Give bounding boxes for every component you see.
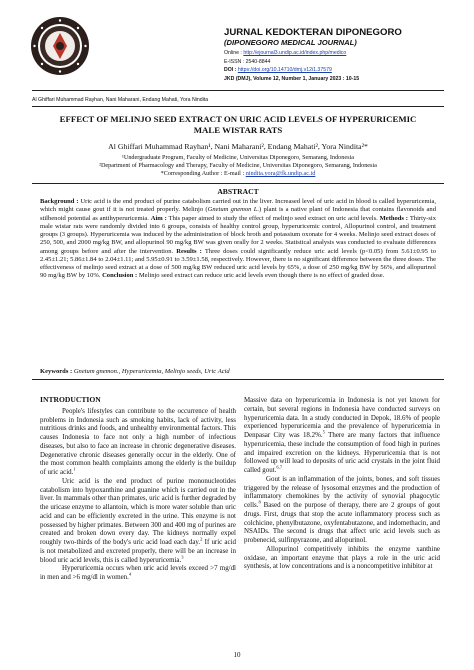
journal-header [224, 27, 464, 83]
intro-paragraph-2: Uric acid is the end product of purine mononucleotides catabolism into hypoxanthine and guanine which is carried out in the liver. In mammals other than primates, uric acid is further degraded by the uricase enzyme to allantoin, which is more water soluble than uric acid and can be efficiently excreted in the urine. This enzyme is not possessed by higher primates. Between 300 and 400 mg of purines are created and broken down every day. The kidneys normally expel roughly two-thirds of the body's uric acid load each day.$^2$ If uric acid is not metabolized and excreted properly, there will be an increase in blood uric acid levels, this is called hyperuricemia.$^3$ [40, 476, 236, 564]
right-column [244, 396, 440, 571]
right-paragraph-1: Massive data on hyperuricemia in Indonesia is not yet known for certain, but several regions in Indonesia have conducted surveys on hyperuricemia data. In a study conducted in Depok, 18.6% of people experienced hyperuricemia and the prevalence of hyperuricemia in Denpasar City was 18.2%.$^5$ There are many factors that influence hyperuricemia, these include the consumption of food high in purines and impaired excretion on the kidneys. Hyperuricemia that is not followed up will lead to deposits of uric acid crystals in the joint fluid called gout.$^{6,7}$ [244, 396, 440, 474]
intro-paragraph-3: Hyperuricemia occurs when uric acid levels exceed >7 mg/dl in men and >6 mg/dl in women.$^4$ [40, 564, 236, 581]
abstract-top-rule [32, 183, 444, 184]
abstract-body: Background : Uric acid is the end product of purine catabolism carried out in the liver. Increased level of uric acid in blood is called hyperuricemia, which might cause gout if it is not treated properly. Melinjo (Gnetum gnemon L.) plant is a native plant of Indonesia that contains flavonoids and stilbenoid potential as antihyperuricemia. Aim : This paper aimed to study the effect of melinjo seed extract on uric acid levels. Methods : Thirty-six male wistar rats were randomly divided into 6 groups, consists of healthy control group, hyperuricemic control, Allopurinol control, and treatment groups (3 groups). Hyperuricemia was induced by the administration of block broth and potassium oxonate for 4 weeks. Melinjo seed extract doses of 250, 500, and 2000 mg/kg BW, and allopurinol 90 mg/kg BW was given orally for 2 weeks. Statistical analysis was conducted to evaluate differences among groups before and after the intervention. Results : Three doses could significantly reduce uric acid levels (p<0.05) from 5.61±0.95 to 2.45±1.21; 5.86±1.84 to 2.04±1.11; and 5.95±0.91 to 3.59±1.58, respectively. However, there is no significant difference between the three doses. The effectiveness of melinjo seed extract at a dose of 500 mg/kg BW reduced uric acid levels by 65%, a dose of 250 mg/kg BW by 56%, and allopurinol 90 mg/kg BW by 10%. Conclusion : Melinjo seed extract can reduce uric acid levels even though there is no effect of graded dose. [40, 198, 437, 280]
intro-paragraph-1: People's lifestyles can contribute to the occurrence of health problems in Indonesia such as smoking habits, lack of activity, less nutritious drinks and foods, and unhealthy environmental factors. This causes Indonesia to face not only a high number of infectious diseases, but also to face an increase in chronic degenerative diseases. Degenerative chronic diseases generally occur in the elderly. One of the most common health complaints among the elderly is the buildup of uric acid.$^1$ [40, 406, 236, 476]
journal-title: JURNAL KEDOKTERAN DIPONEGORO [224, 27, 402, 38]
abstract-heading: ABSTRACT [217, 187, 259, 196]
header-divider-2 [32, 106, 444, 107]
paper-title: EFFECT OF MELINJO SEED EXTRACT ON URIC ACID LEVELS OF HYPERURICEMIC MALE WISTAR RATS [59, 114, 417, 135]
running-authors: Al Ghiffari Muhammad Rayhan, Nani Maharani, Endang Mahati, Yora Nindita [32, 97, 209, 103]
journal-logo-seal [30, 16, 90, 76]
journal-subtitle: (DIPONEGORO MEDICAL JOURNAL) [224, 38, 357, 47]
online-line: Online : http://ejournal3.undip.ac.id/index.php/medico [224, 50, 347, 56]
abstract-bottom-rule [32, 379, 444, 380]
doi-line: DOI : https://doi.org/10.14710/dmj.v12i1.37579 [224, 67, 332, 73]
page-number: 10 [233, 651, 241, 659]
header-divider [32, 90, 444, 91]
issue-line: JKD (DMJ), Volume 12, Number 1, January 2023 : 10-15 [224, 75, 360, 82]
affiliation-2: ²Department of Pharmacology and Therapy, Faculty of Medicine, Universitas Diponegoro, Semarang, Indonesia [99, 162, 377, 169]
right-paragraph-2: Gout is an inflammation of the joints, bones, and soft tissues triggered by the release of lysosomal enzymes and the production of inflammatory chemokines by the activity of synovial phagocytic cells.$^8$ Based on the purpose of therapy, there are 2 groups of gout drugs. First, drugs that stop the acute inflammatory process such as colchicine, phenylbutazone, oxyfentabutazone, and indomethacin, and NSAIDs. The second is drugs that affect uric acid levels such as probenecid, sulfinpyrazone, and allopurinol. [244, 474, 440, 544]
right-paragraph-3: Allopurinol competitively inhibits the enzyme xanthine oxidase, an important enzyme that plays a role in the uric acid synthesis, at low concentrations and is a noncompetitive inhibitor at [244, 544, 440, 571]
paper-authors: Al Ghiffari Muhammad Rayhan¹, Nani Maharani², Endang Mahati², Yora Nindita²* [108, 142, 368, 151]
left-column [40, 396, 236, 582]
introduction-heading: INTRODUCTION [40, 395, 101, 404]
affiliation-1: ¹Undergraduate Program, Faculty of Medicine, Universitas Diponegoro, Semarang, Indonesia [122, 154, 354, 161]
keywords: Keywords : Gnetum gnemon., Hyperuricemia, Melinjo seeds, Uric Acid [40, 368, 230, 375]
corresponding-email-link[interactable]: nindita.yora@fk.undip.ac.id [245, 170, 316, 177]
doi-link[interactable]: https://doi.org/10.14710/dmj.v12i1.37579 [237, 67, 332, 73]
eissn-line: E-ISSN : 2540-8844 [224, 58, 271, 65]
corresponding-author: *Corresponding Author : E-mail : nindita.yora@fk.undip.ac.id [160, 170, 316, 177]
journal-url-link[interactable]: http://ejournal3.undip.ac.id/index.php/medico [243, 50, 347, 56]
